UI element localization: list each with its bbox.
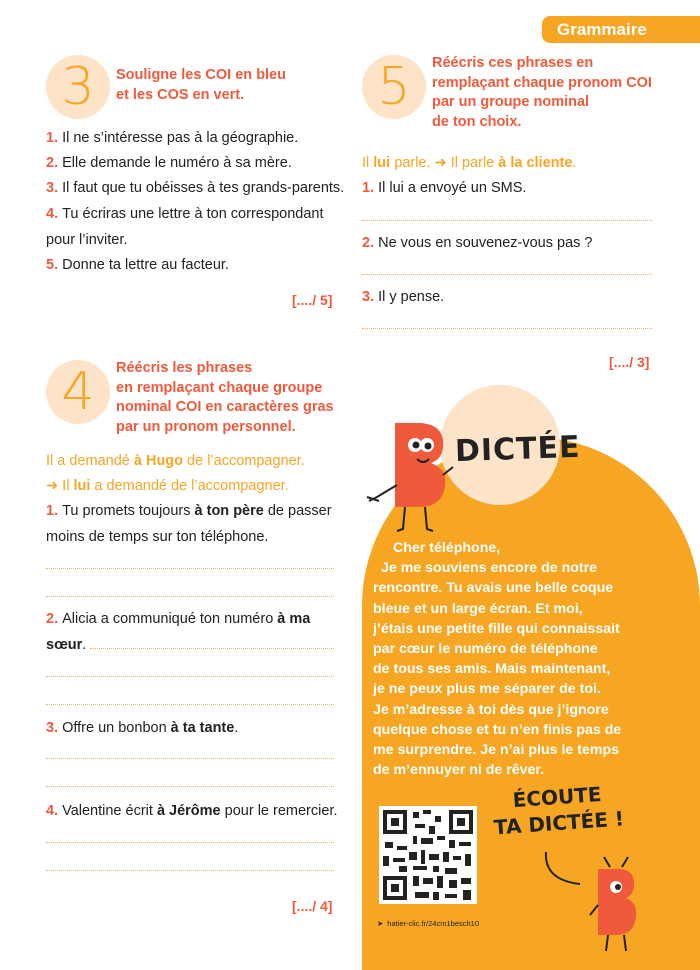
exercise-4-example-line-1: Il a demandé à Hugo de l’accompagner. <box>46 453 305 469</box>
exercise-5-example: Il lui parle. ➜ Il parle à la cliente. <box>362 155 577 171</box>
exercise-3-item: 2. Elle demande le numéro à sa mère. <box>46 155 292 171</box>
answer-line[interactable] <box>46 568 334 569</box>
ecoute-label: ÉCOUTE TA DICTÉE ! <box>493 781 625 840</box>
exercise-4-item-4: 4. Valentine écrit à Jérôme pour le remercier. <box>46 803 338 819</box>
exercise-5-instruction: Réécris ces phrases en remplaçant chaque pronom COI par un groupe nominal de ton choix. <box>432 55 652 130</box>
exercise-4-score: [..../ 4] <box>292 898 333 914</box>
exercise-3-item-continued: pour l’inviter. <box>46 232 128 248</box>
answer-line[interactable] <box>46 842 334 843</box>
qr-code-icon[interactable] <box>379 806 477 904</box>
dictee-title: DICTÉE <box>454 429 582 470</box>
answer-line[interactable] <box>46 870 334 871</box>
dictee-audio-link[interactable]: ➤ hatier-clic.fr/24cm1besch10 <box>377 919 480 928</box>
answer-line[interactable] <box>90 648 334 649</box>
exercise-4-number-badge: 4 <box>46 360 110 424</box>
exercise-5-item: 1. Il lui a envoyé un SMS. <box>362 180 527 196</box>
exercise-3-item: 3. Il faut que tu obéisses à tes grands-parents. <box>46 180 345 196</box>
exercise-3-item: 4. Tu écriras une lettre à ton correspondant <box>46 206 324 222</box>
answer-line[interactable] <box>46 758 334 759</box>
arrow-icon: ➤ <box>377 919 384 928</box>
exercise-3-item: 5. Donne ta lettre au facteur. <box>46 257 229 273</box>
dictee-text: Cher téléphone, Je me souviens encore de notre rencontre. Tu avais une belle coque bleue et un large écran. Et moi, j’étais une petite fille qui connaissait par cœur le numéro de téléphone de tous ses amis. Mais maintenant, je ne peux plus me séparer de toi. Je m’adresse à toi dès que j’ignore quelque chose et tu n’en finis pas de me surprendre. Je n’ai plus le temps de m’ennuyer ni de rêver. <box>373 540 622 779</box>
exercise-4-item-1-continued: moins de temps sur ton téléphone. <box>46 529 269 545</box>
exercise-5-number-badge: 5 <box>362 55 426 119</box>
exercise-3-instruction: Souligne les COI en bleu et les COS en vert. <box>116 67 286 103</box>
section-tag: Grammaire <box>542 16 700 43</box>
answer-line[interactable] <box>46 596 334 597</box>
letter-b-mascot-icon <box>365 415 455 535</box>
exercise-3-number-badge: 3 <box>46 55 110 119</box>
answer-line[interactable] <box>46 786 334 787</box>
exercise-5-item: 3. Il y pense. <box>362 289 445 305</box>
letter-b-mascot-icon <box>588 855 644 955</box>
answer-line[interactable] <box>362 220 652 221</box>
answer-line[interactable] <box>46 676 334 677</box>
answer-line[interactable] <box>362 274 652 275</box>
answer-line[interactable] <box>362 328 652 329</box>
exercise-4-item-1: 1. Tu promets toujours à ton père de passer <box>46 503 332 519</box>
exercise-4-item-2-continued: sœur. <box>46 637 87 653</box>
exercise-4-item-2: 2. Alicia a communiqué ton numéro à ma <box>46 611 311 627</box>
exercise-5-item: 2. Ne vous en souvenez-vous pas ? <box>362 235 593 251</box>
exercise-5-score: [..../ 3] <box>609 354 650 370</box>
page-number: 25 <box>659 936 675 952</box>
answer-line[interactable] <box>46 704 334 705</box>
exercise-3-score: [..../ 5] <box>292 292 333 308</box>
exercise-4-item-3: 3. Offre un bonbon à ta tante. <box>46 720 239 736</box>
exercise-4-instruction: Réécris les phrases en remplaçant chaque groupe nominal COI en caractères gras par un pronom personnel. <box>116 360 334 435</box>
exercise-3-item: 1. Il ne s’intéresse pas à la géographie. <box>46 130 299 146</box>
exercise-4-example-line-2: ➜ Il lui a demandé de l’accompagner. <box>46 478 289 494</box>
arrow-icon <box>540 850 590 890</box>
